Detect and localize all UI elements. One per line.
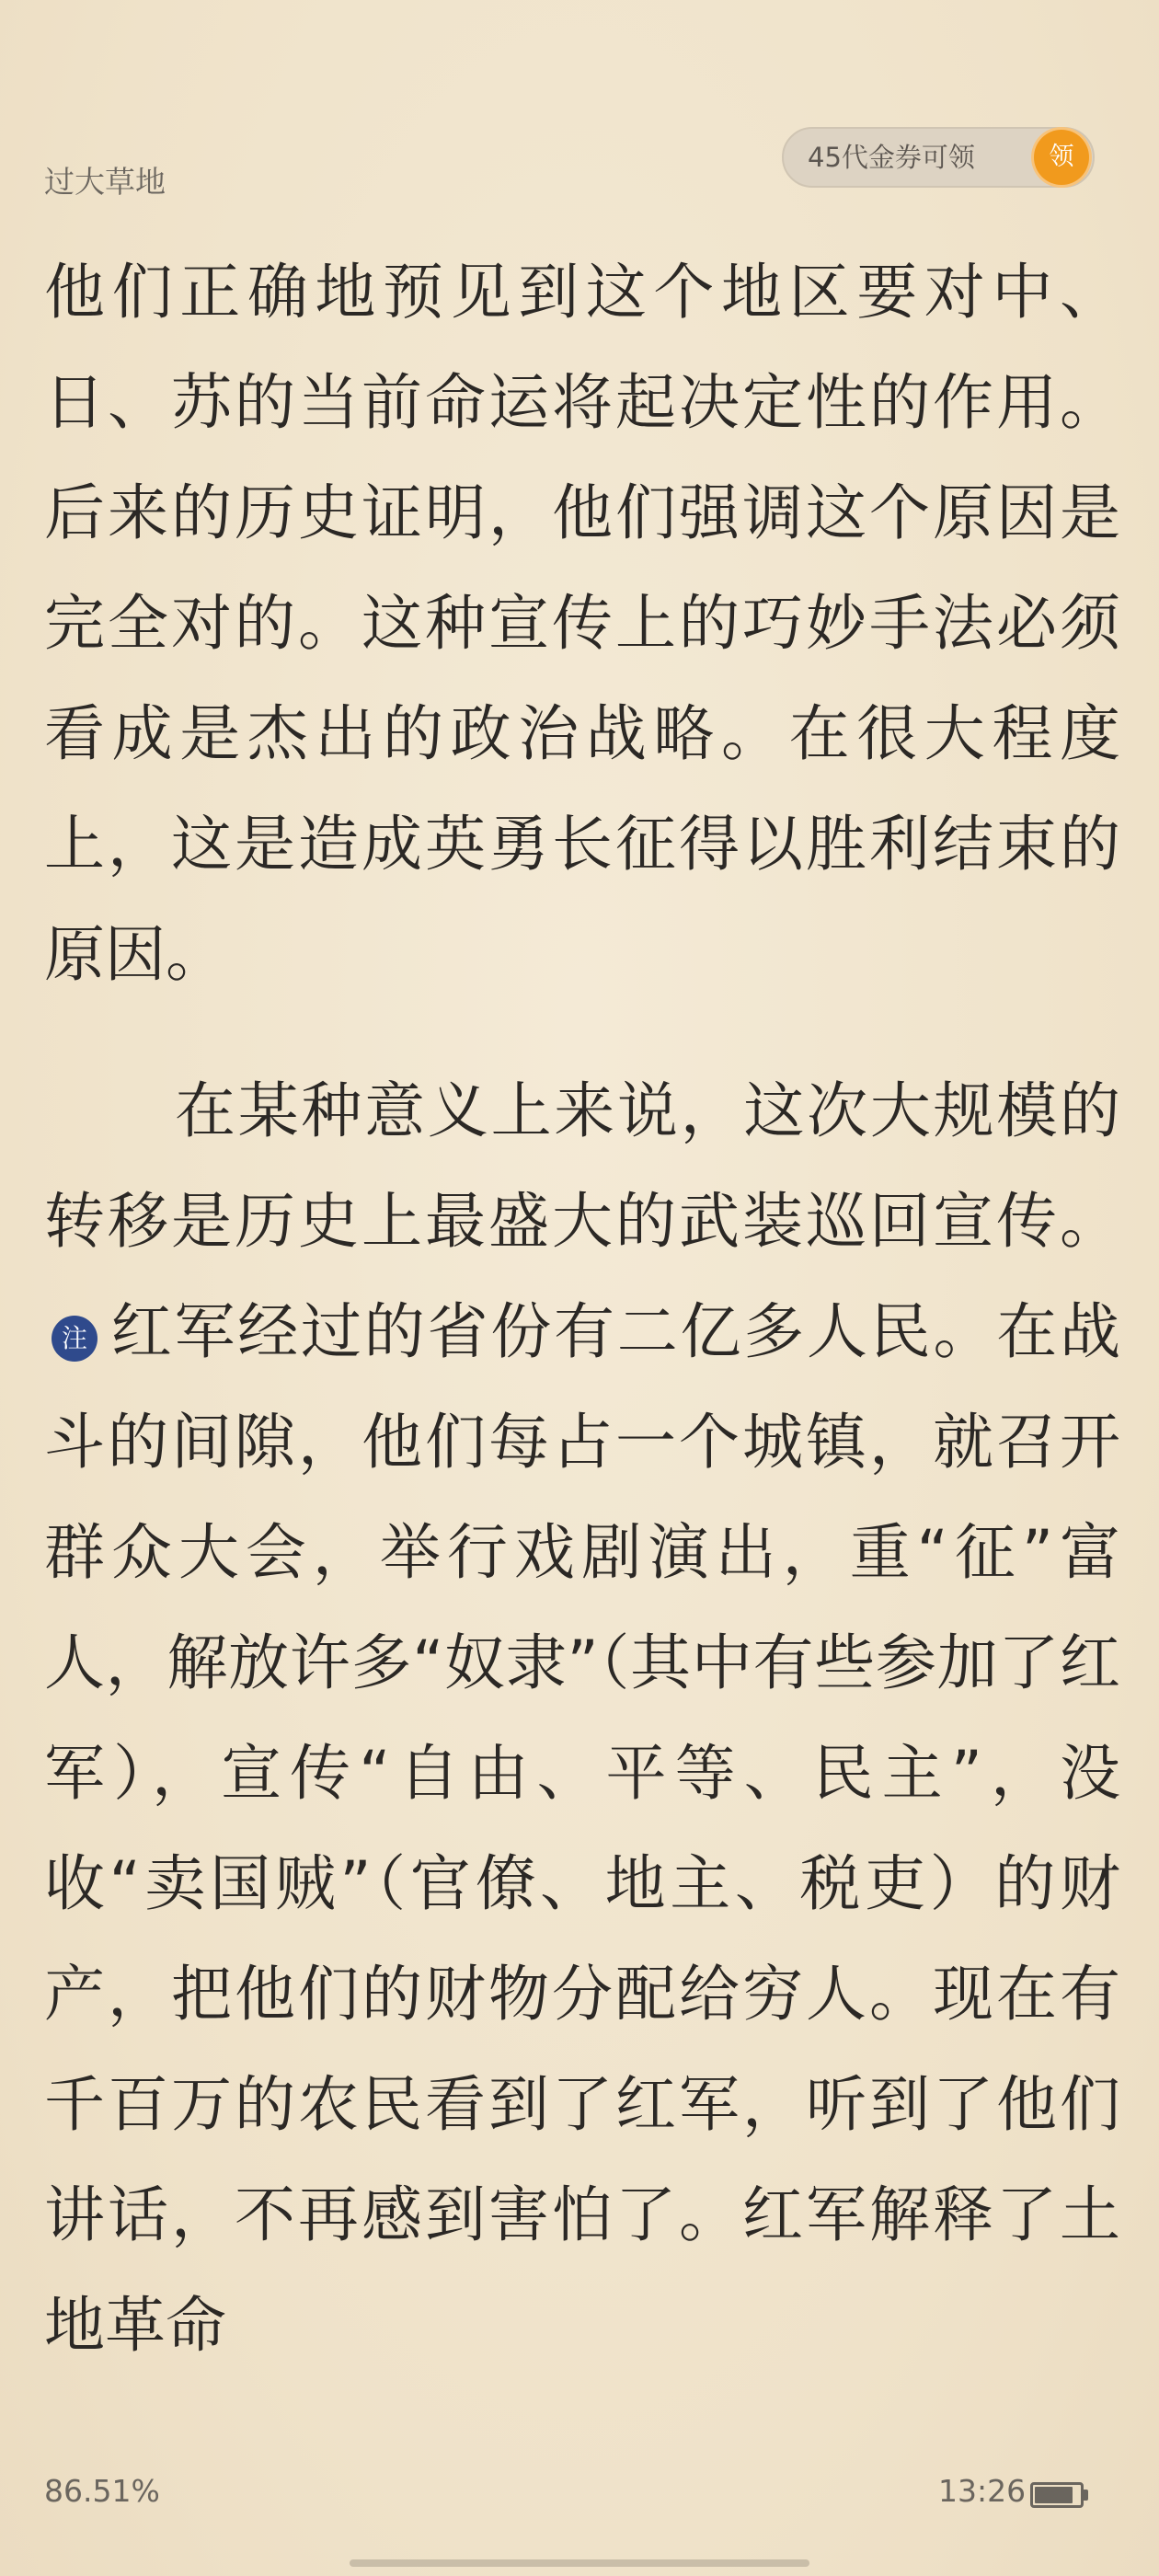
clock-time: 13:26 [938, 2473, 1027, 2509]
paragraph-1: 他们正确地预见到这个地区要对中、日、苏的当前命运将起决定性的作用。后来的历史证明，他们强调这个原因是完全对的。这种宣传上的巧妙手法必须看成是杰出的政治战略。在很大程度上，这是造成英勇长征得以胜利结束的原因。 [44, 257, 1120, 990]
coupon-label: 45代金券可领 [808, 142, 975, 173]
battery-cap [1084, 2490, 1088, 2501]
coupon-claim-button[interactable]: 领 [1034, 130, 1089, 185]
paragraph-2 [44, 1056, 1120, 2381]
reading-content[interactable] [44, 237, 1120, 2381]
home-indicator[interactable] [350, 2559, 809, 2567]
reading-progress: 86.51% [44, 2473, 160, 2509]
annotation-note-icon[interactable]: 注 [52, 1316, 98, 1362]
paragraph-2-text-before-note: 在某种意义上来说，这次大规模的转移是历史上最盛大的武装巡回宣传。 [44, 1075, 1120, 1257]
battery-level-fill [1035, 2487, 1073, 2503]
paragraph-2-text-after-note: 红军经过的省份有二亿多人民。在战斗的间隙，他们每占一个城镇，就召开群众大会，举行戏剧演出，重“征”富人，解放许多“奴隶”（其中有些参加了红军），宣传“自由、平等、民主”，没收“卖国贼”（官僚、地主、税吏）的财产，把他们的财物分配给穷人。现在有千百万的农民看到了红军，听到了他们讲话，不再感到害怕了。红军解释了土地革命 [44, 1296, 1120, 2361]
chapter-title: 过大草地 [44, 164, 166, 200]
coupon-pill[interactable] [782, 127, 1095, 188]
battery-icon [1030, 2482, 1084, 2508]
